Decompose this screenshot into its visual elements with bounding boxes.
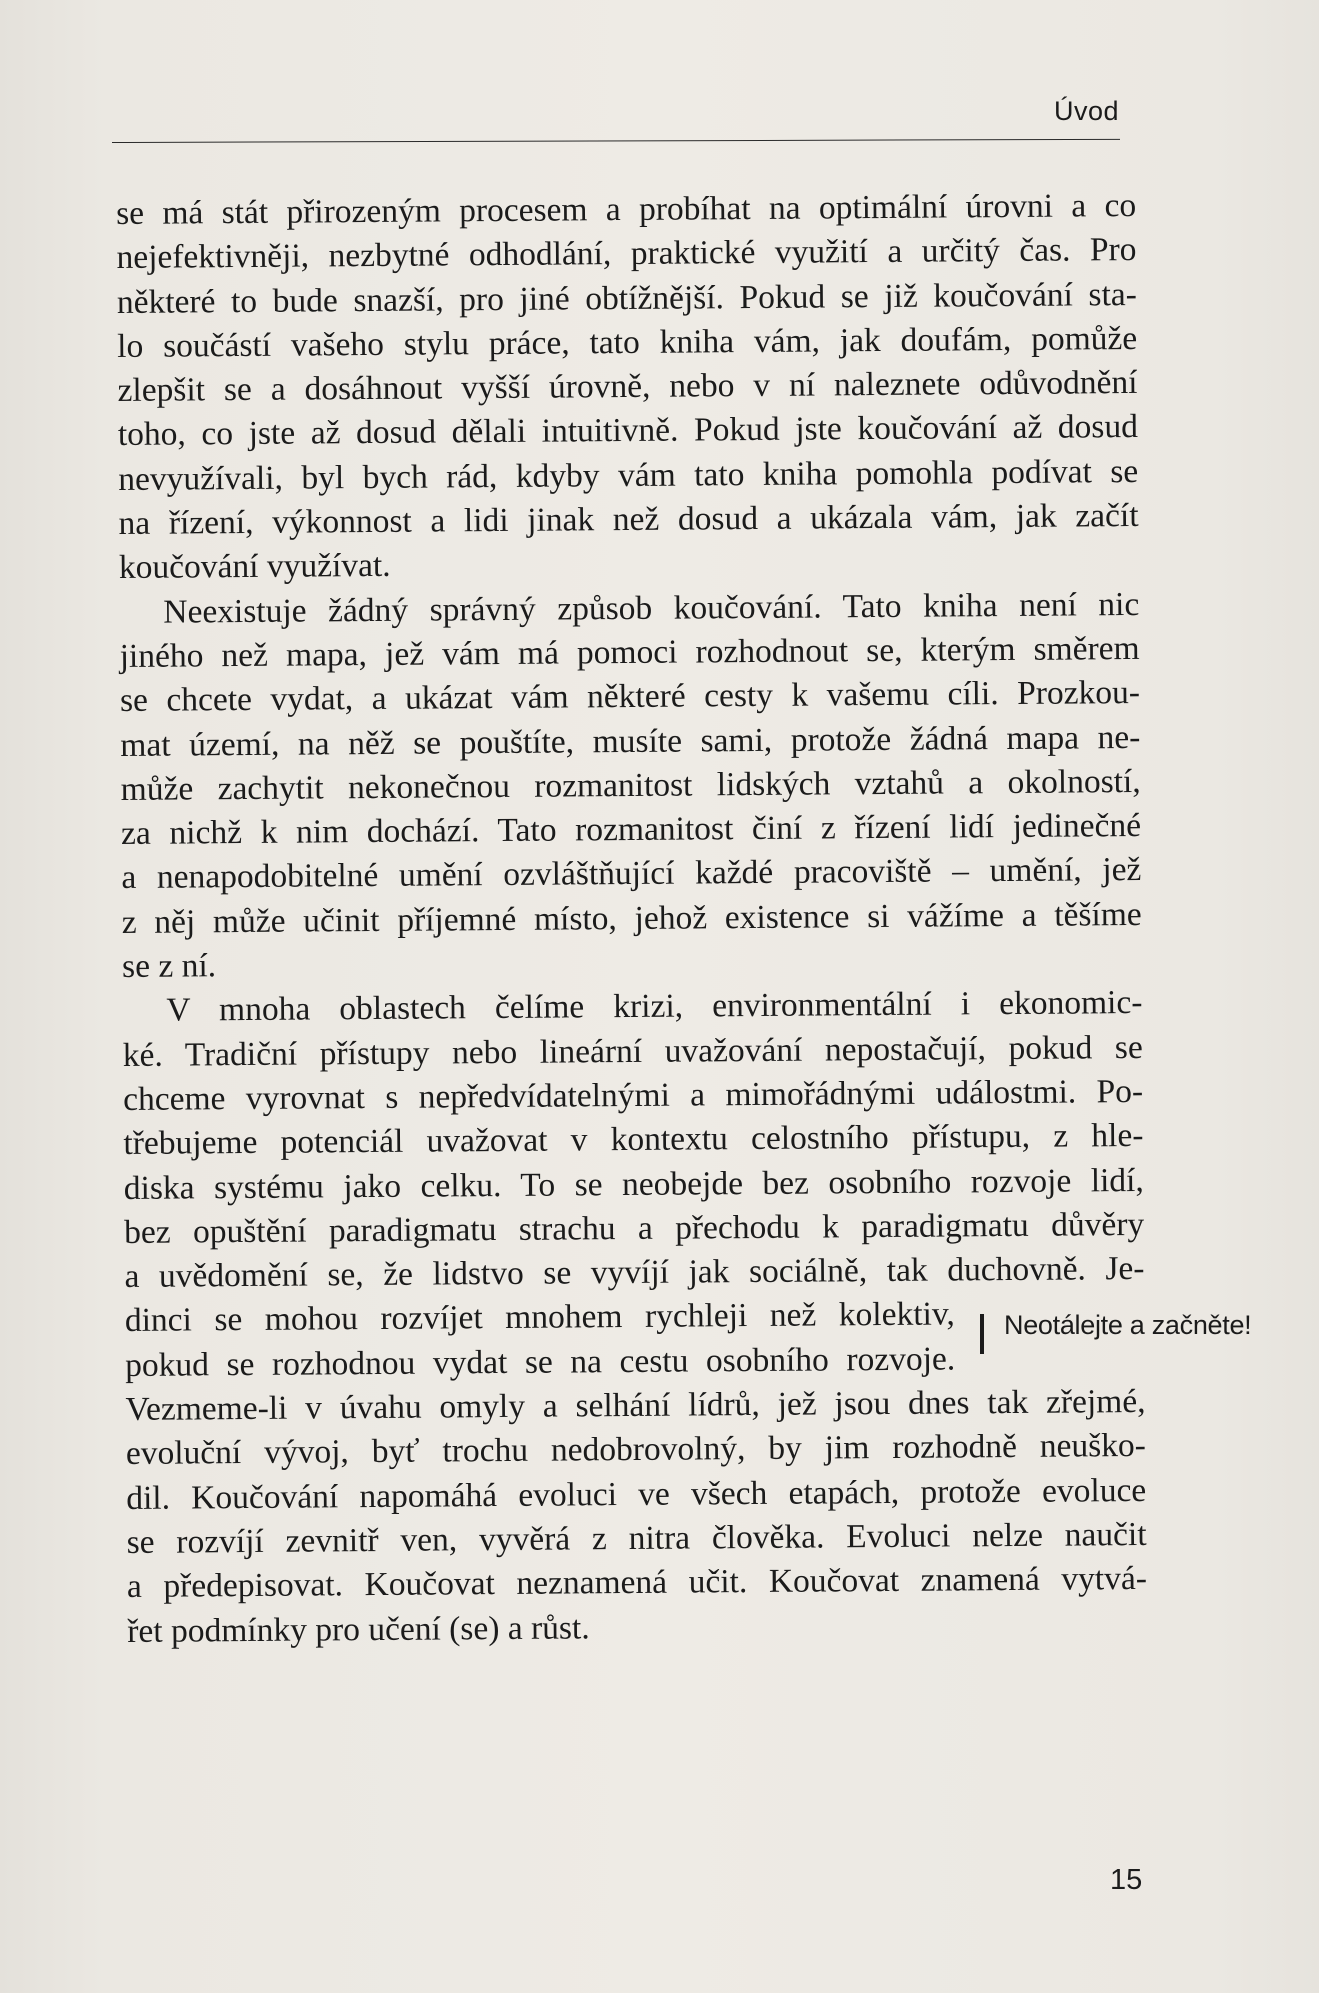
text-line: nevyužívali, byl bych rád, kdyby vám tato kniha pomohla podívat se xyxy=(118,452,1139,498)
text-line: a nenapodobitelné umění ozvláštňující každé pracoviště – umění, jež xyxy=(121,851,1142,897)
text-line: bez opuštění paradigmatu strachu a přechodu k paradigmatu důvěry xyxy=(124,1205,1145,1251)
margin-note xyxy=(980,1310,1251,1341)
text-line: zlepšit se a dosáhnout vyšší úrovně, nebo v ní naleznete odůvodnění xyxy=(117,364,1138,410)
text-line: dinci se mohou rozvíjet mnohem rychleji než kolektiv, xyxy=(124,1295,955,1340)
text-line: Vezmeme-li v úvahu omyly a selhání lídrů, jež jsou dnes tak zřejmé, xyxy=(125,1382,1146,1428)
text-line: se chcete vydat, a ukázat vám některé cesty k vašemu cíli. Prozkou- xyxy=(119,674,1141,720)
text-line: nejefektivněji, nezbytné odhodlání, praktické využití a určitý čas. Pro xyxy=(116,231,1137,277)
text-line: toho, co jste až dosud dělali intuitivně. Pokud jste koučování až dosud xyxy=(117,408,1139,454)
text-line: se z ní. xyxy=(121,947,217,986)
text-line: diska systému jako celku. To se neobejde bez osobního rozvoje lidí, xyxy=(123,1161,1144,1207)
text-line: se rozvíjí zevnitř ven, vyvěrá z nitra člověka. Evoluci nelze naučit xyxy=(126,1515,1147,1561)
text-line: chceme vyrovnat s nepředvídatelnými a mimořádnými událostmi. Po- xyxy=(122,1072,1144,1118)
text-line: lo součástí vašeho stylu práce, tato kniha vám, jak doufám, pomůže xyxy=(117,319,1138,365)
body-text xyxy=(116,184,1147,1654)
text-line: a předepisovat. Koučovat neznamená učit. Koučovat znamená vytvá- xyxy=(126,1560,1148,1606)
text-line: se má stát přirozeným procesem a probíhat na optimální úrovni a co xyxy=(116,186,1137,232)
running-head: Úvod xyxy=(1053,96,1119,126)
text-line: může zachytit nekonečnou rozmanitost lidských vztahů a okolností, xyxy=(120,762,1141,808)
margin-note-text: Neotálejte a začněte! xyxy=(1004,1310,1252,1340)
text-line: evoluční vývoj, byť trochu nedobrovolný, by jim rozhodně neuško- xyxy=(125,1427,1147,1473)
page-number: 15 xyxy=(1110,1864,1143,1896)
text-line: jiného než mapa, jež vám má pomoci rozhodnout se, kterým směrem xyxy=(119,629,1140,675)
text-line: pokud se rozhodnou vydat se na cestu osobního rozvoje. xyxy=(125,1340,956,1384)
text-line: řet podmínky pro učení (se) a růst. xyxy=(127,1608,590,1650)
text-line: na řízení, výkonnost a lidi jinak než dosud a ukázala vám, jak začít xyxy=(118,497,1139,543)
text-line: mat území, na něž se pouštíte, musíte sami, protože žádná mapa ne- xyxy=(120,718,1141,764)
margin-bar xyxy=(980,1314,984,1354)
text-line: a uvědomění se, že lidstvo se vyvíjí jak sociálně, tak duchovně. Je- xyxy=(124,1250,1145,1296)
text-line: z něj může učinit příjemné místo, jehož existence si vážíme a těšíme xyxy=(121,895,1142,941)
text-line: koučování využívat. xyxy=(118,547,391,587)
text-line: za nichž k nim dochází. Tato rozmanitost činí z řízení lidí jedinečné xyxy=(120,807,1142,853)
text-line: některé to bude snazší, pro jiné obtížnější. Pokud se již koučování sta- xyxy=(116,275,1137,321)
text-line: Neexistuje žádný správný způsob koučování. Tato kniha není nic xyxy=(163,585,1140,631)
header-rule xyxy=(112,139,1120,143)
text-line: dil. Koučování napomáhá evoluci ve všech etapách, protože evoluce xyxy=(126,1471,1147,1517)
text-line: třebujeme potenciál uvažovat v kontextu celostního přístupu, z hle- xyxy=(123,1117,1144,1163)
text-line: V mnoha oblastech čelíme krizi, environmentální i ekonomic- xyxy=(166,984,1143,1029)
text-line: ké. Tradiční přístupy nebo lineární uvažování nepostačují, pokud se xyxy=(122,1028,1143,1074)
